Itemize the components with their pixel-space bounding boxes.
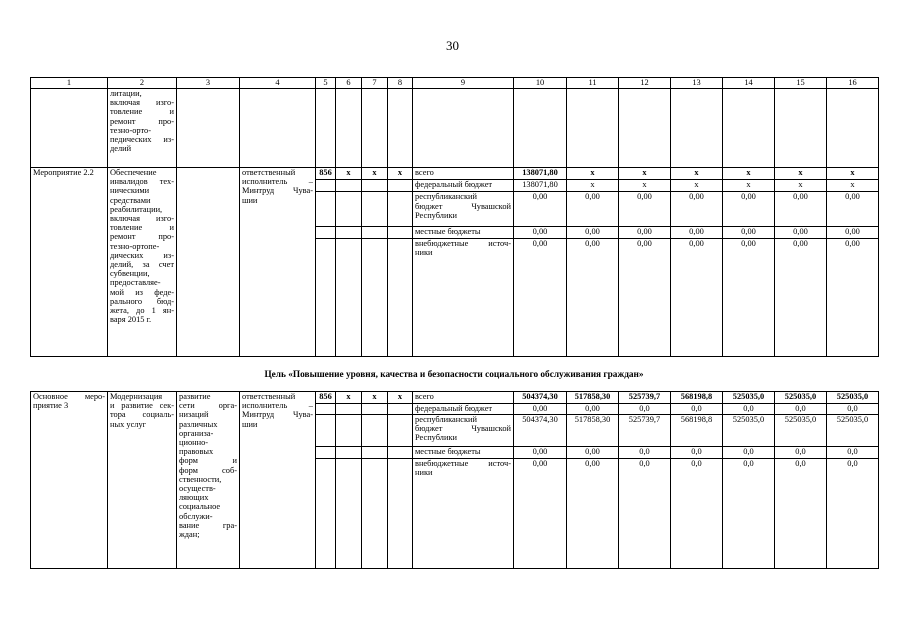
- text-line: педических из-: [110, 135, 174, 145]
- funding-source: [413, 180, 514, 192]
- text-line: федеральный бюджет: [415, 403, 493, 413]
- value-cell: 568198,8: [671, 415, 723, 447]
- text-line: рального бюд-: [110, 296, 174, 306]
- continuation-text: [108, 89, 177, 168]
- text-line: местные бюджеты: [415, 226, 481, 236]
- value-cell: 0,00: [775, 226, 827, 238]
- text-line: федеральный бюджет: [415, 180, 493, 190]
- funding-source: [413, 403, 514, 415]
- funding-source: [413, 239, 514, 357]
- value-cell: 0,00: [514, 192, 567, 226]
- value-cell: 0,00: [514, 226, 567, 238]
- value-cell: 0,0: [775, 459, 827, 569]
- value-cell: 0,0: [775, 447, 827, 459]
- budget-table-top: [30, 77, 879, 357]
- text-line: предоставляе-: [110, 278, 161, 288]
- text-line: ждан;: [179, 530, 200, 540]
- value-cell: 0,00: [567, 192, 619, 226]
- text-line: всего: [415, 168, 434, 177]
- text-line: развитие: [179, 392, 211, 401]
- col-num: 9: [413, 78, 514, 89]
- col-num: 1: [31, 78, 108, 89]
- text-line: правовых: [179, 447, 214, 457]
- text-line: дических из-: [110, 250, 174, 260]
- value-cell: 0,00: [671, 226, 723, 238]
- value-cell: 0,00: [827, 192, 879, 226]
- text-line: ответственный: [242, 392, 296, 401]
- value-cell: 0,00: [775, 192, 827, 226]
- text-line: ремонт про-: [110, 116, 174, 126]
- value-cell: 0,00: [619, 239, 671, 357]
- value-cell: 525035,0: [827, 392, 879, 404]
- code-cell: x: [336, 392, 362, 404]
- text-line: ственности,: [179, 474, 222, 484]
- value-cell: 0,0: [619, 447, 671, 459]
- col-num: 6: [336, 78, 362, 89]
- value-cell: x: [619, 168, 671, 180]
- table-row: [31, 392, 879, 404]
- value-cell: 0,00: [567, 239, 619, 357]
- measure-tasks: [177, 168, 240, 357]
- value-cell: x: [567, 180, 619, 192]
- text-line: Республики: [415, 433, 458, 443]
- value-cell: 138071,80: [514, 168, 567, 180]
- value-cell: 0,00: [723, 192, 775, 226]
- value-cell: 138071,80: [514, 180, 567, 192]
- goal-heading: Цель «Повышение уровня, качества и безопасности социального обслуживания граждан»: [264, 370, 644, 380]
- text-line: делий, за счет: [110, 260, 174, 270]
- text-line: Республики: [415, 210, 458, 220]
- value-cell: x: [567, 168, 619, 180]
- value-cell: x: [671, 168, 723, 180]
- funding-source: [413, 226, 514, 238]
- text-line: ционно-: [179, 438, 209, 448]
- value-cell: 0,00: [567, 403, 619, 415]
- text-line: Минтруд Чува-: [242, 410, 313, 420]
- budget-table-bottom: [30, 391, 879, 569]
- value-cell: x: [723, 180, 775, 192]
- value-cell: x: [775, 168, 827, 180]
- code-cell: 856: [316, 392, 336, 404]
- value-cell: 0,0: [723, 447, 775, 459]
- value-cell: 0,0: [619, 403, 671, 415]
- text-line: Основное меро-: [33, 392, 105, 401]
- code-cell: x: [362, 392, 388, 404]
- text-line: реабилитации,: [110, 204, 163, 214]
- text-line: осуществ-: [179, 484, 216, 494]
- value-cell: 504374,30: [514, 392, 567, 404]
- measure-tasks: [177, 392, 240, 569]
- value-cell: 525035,0: [775, 415, 827, 447]
- text-line: субвенции,: [110, 269, 150, 279]
- col-num: 7: [362, 78, 388, 89]
- value-cell: 0,0: [827, 447, 879, 459]
- value-cell: 0,0: [723, 459, 775, 569]
- text-line: форм соб-: [179, 465, 237, 475]
- code-cell: x: [388, 168, 413, 180]
- value-cell: 0,0: [671, 459, 723, 569]
- col-num: 13: [671, 78, 723, 89]
- responsible-executor: [240, 392, 316, 569]
- column-numbers-row: [31, 78, 879, 89]
- value-cell: 517858,30: [567, 392, 619, 404]
- text-line: средствами: [110, 195, 151, 205]
- value-cell: 0,00: [827, 239, 879, 357]
- funding-source: [413, 415, 514, 447]
- value-cell: x: [827, 180, 879, 192]
- text-line: обслужи-: [179, 511, 213, 521]
- value-cell: 0,0: [827, 459, 879, 569]
- text-line: ных услуг: [110, 419, 147, 429]
- col-num: 14: [723, 78, 775, 89]
- continuation-row: [31, 89, 879, 168]
- measure-description: [108, 168, 177, 357]
- value-cell: 0,0: [619, 459, 671, 569]
- value-cell: 0,00: [671, 239, 723, 357]
- col-num: 8: [388, 78, 413, 89]
- text-line: форм и: [179, 456, 237, 466]
- text-line: инвалидов тех-: [110, 177, 174, 187]
- text-line: шии: [242, 419, 258, 429]
- value-cell: 0,00: [619, 226, 671, 238]
- col-num: 3: [177, 78, 240, 89]
- text-line: варя 2015 г.: [110, 315, 152, 325]
- value-cell: 0,00: [567, 226, 619, 238]
- text-line: местные бюджеты: [415, 447, 481, 457]
- value-cell: 0,0: [671, 447, 723, 459]
- text-line: исполнитель –: [242, 401, 313, 411]
- text-line: бюджет Чувашской: [415, 201, 511, 211]
- col-num: 16: [827, 78, 879, 89]
- value-cell: 568198,8: [671, 392, 723, 404]
- value-cell: 0,00: [514, 459, 567, 569]
- text-line: низаций: [179, 410, 209, 420]
- col-num: 2: [108, 78, 177, 89]
- measure-id: [31, 392, 108, 569]
- page-number: 30: [446, 38, 459, 53]
- text-line: тора социаль-: [110, 410, 174, 420]
- text-line: мой из феде-: [110, 287, 174, 297]
- value-cell: 525035,0: [723, 415, 775, 447]
- value-cell: 0,00: [514, 239, 567, 357]
- text-line: делий: [110, 144, 132, 154]
- text-line: ники: [415, 248, 433, 258]
- text-line: всего: [415, 392, 434, 401]
- text-line: различных: [179, 419, 218, 429]
- value-cell: 525035,0: [775, 392, 827, 404]
- value-cell: 0,00: [723, 226, 775, 238]
- text-line: Модернизация: [110, 392, 163, 401]
- measure-id: Мероприятие 2.2: [31, 168, 108, 357]
- text-line: республиканский: [415, 415, 477, 425]
- code-cell: x: [336, 168, 362, 180]
- text-line: внебюджетные источ-: [415, 239, 511, 248]
- text-line: шии: [242, 195, 258, 205]
- text-line: внебюджетные источ-: [415, 459, 511, 468]
- code-cell: x: [388, 392, 413, 404]
- value-cell: 0,00: [567, 459, 619, 569]
- funding-source: [413, 192, 514, 226]
- value-cell: 525035,0: [827, 415, 879, 447]
- text-line: ремонт про-: [110, 232, 174, 242]
- text-line: Минтруд Чува-: [242, 186, 313, 196]
- value-cell: x: [619, 180, 671, 192]
- value-cell: 0,00: [619, 192, 671, 226]
- text-line: ответственный: [242, 168, 296, 177]
- text-line: включая изго-: [110, 98, 174, 108]
- text-line: приятие 3: [33, 401, 69, 411]
- text-line: бюджет Чувашской: [415, 424, 511, 434]
- text-line: социальное: [179, 502, 221, 512]
- value-cell: 0,00: [514, 447, 567, 459]
- measure-description: [108, 392, 177, 569]
- value-cell: x: [671, 180, 723, 192]
- text-line: тезно-орто-: [110, 125, 152, 135]
- value-cell: 0,0: [723, 403, 775, 415]
- text-line: тезно-ортопе-: [110, 241, 160, 251]
- text-line: ническими: [110, 186, 150, 196]
- funding-source: [413, 168, 514, 180]
- text-line: ляющих: [179, 493, 209, 503]
- funding-source: [413, 447, 514, 459]
- value-cell: 0,00: [723, 239, 775, 357]
- value-cell: 0,00: [827, 226, 879, 238]
- value-cell: 504374,30: [514, 415, 567, 447]
- col-num: 12: [619, 78, 671, 89]
- table-row: [31, 168, 879, 180]
- funding-source: [413, 392, 514, 404]
- text-line: организа-: [179, 428, 214, 438]
- value-cell: 0,00: [514, 403, 567, 415]
- text-line: жета, до 1 ян-: [110, 306, 174, 316]
- responsible-executor: [240, 168, 316, 357]
- col-num: 11: [567, 78, 619, 89]
- text-line: вание гра-: [179, 520, 237, 530]
- col-num: 4: [240, 78, 316, 89]
- value-cell: 517858,30: [567, 415, 619, 447]
- text-line: товление и: [110, 107, 174, 117]
- col-num: 10: [514, 78, 567, 89]
- text-line: ники: [415, 468, 433, 478]
- col-num: 5: [316, 78, 336, 89]
- value-cell: 0,0: [671, 403, 723, 415]
- funding-source: [413, 459, 514, 569]
- value-cell: 525739,7: [619, 392, 671, 404]
- text-line: литации,: [110, 89, 142, 98]
- value-cell: 0,00: [775, 239, 827, 357]
- text-line: исполнитель –: [242, 177, 313, 187]
- text-line: республиканский: [415, 192, 477, 202]
- value-cell: 0,0: [775, 403, 827, 415]
- text-line: Обеспечение: [110, 168, 157, 177]
- col-num: 15: [775, 78, 827, 89]
- value-cell: 525035,0: [723, 392, 775, 404]
- text-line: и развитие сек-: [110, 401, 174, 411]
- value-cell: 0,0: [827, 403, 879, 415]
- code-cell: 856: [316, 168, 336, 180]
- text-line: товление и: [110, 223, 174, 233]
- text-line: включая изго-: [110, 214, 174, 224]
- value-cell: 0,00: [671, 192, 723, 226]
- value-cell: x: [775, 180, 827, 192]
- text-line: сети орга-: [179, 401, 237, 411]
- value-cell: 0,00: [567, 447, 619, 459]
- code-cell: x: [362, 168, 388, 180]
- value-cell: 525739,7: [619, 415, 671, 447]
- value-cell: x: [827, 168, 879, 180]
- value-cell: x: [723, 168, 775, 180]
